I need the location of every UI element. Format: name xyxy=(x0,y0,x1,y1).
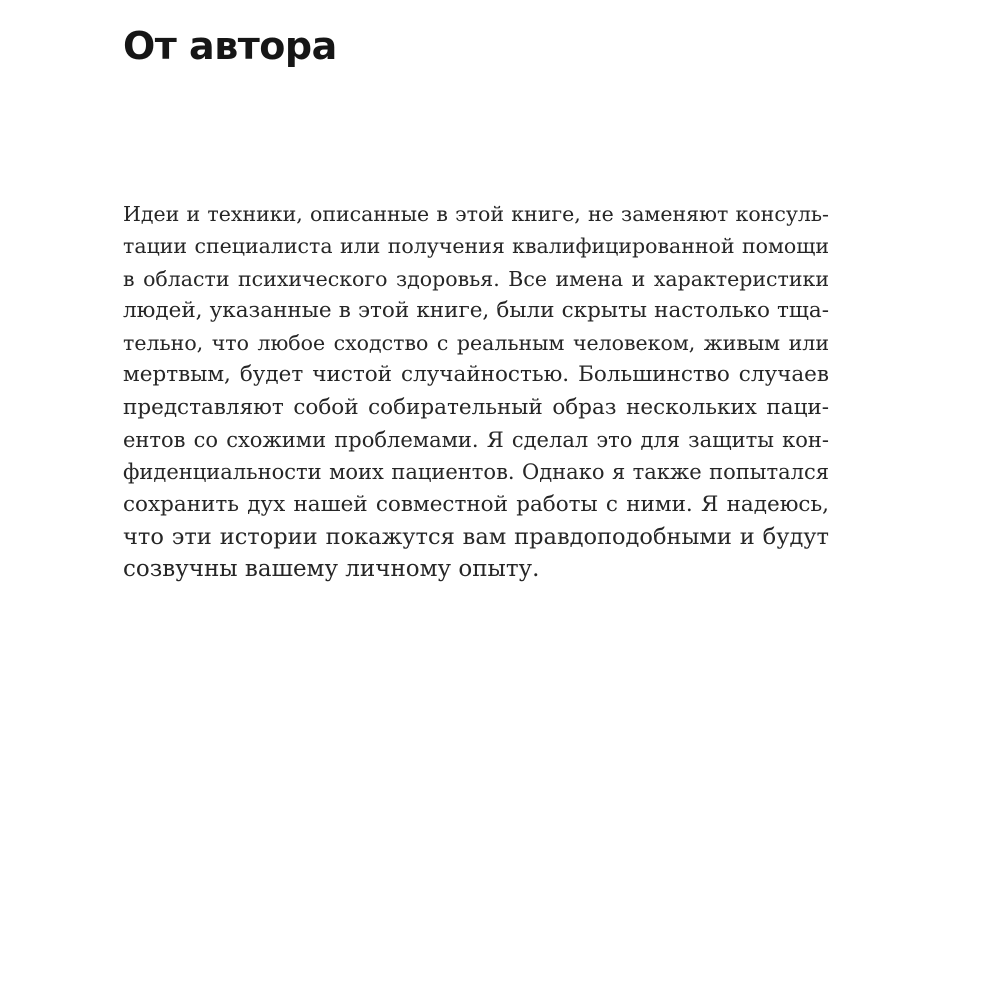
paragraph-line: сохранить дух нашей совместной работы с ними. Я надеюсь, xyxy=(123,491,829,517)
paragraph-line: мертвым, будет чистой случайностью. Большинство случаев xyxy=(123,362,829,388)
paragraph-line: в области психического здоровья. Все имена и характеристики xyxy=(123,266,829,291)
paragraph-line: ентов со схожими проблемами. Я сделал это для защиты кон- xyxy=(123,428,829,453)
paragraph-line: фиденциальности моих пациентов. Однако я также попытался xyxy=(123,460,829,485)
page-title: От автора xyxy=(123,24,337,68)
paragraph-line: что эти истории покажутся вам правдоподобными и будут xyxy=(123,523,829,550)
paragraph-line: представляют собой собирательный образ нескольких паци- xyxy=(123,394,829,420)
paragraph-line: созвучны вашему личному опыту. xyxy=(123,556,540,583)
paragraph-line: людей, указанные в этой книге, были скрыты настолько тща- xyxy=(123,297,829,323)
paragraph-line: тации специалиста или получения квалифицированной помощи xyxy=(123,234,829,259)
paragraph-line: Идеи и техники, описанные в этой книге, не заменяют консуль- xyxy=(123,202,829,226)
paragraph-line: тельно, что любое сходство с реальным человеком, живым или xyxy=(123,331,829,356)
body-paragraph xyxy=(123,198,829,586)
